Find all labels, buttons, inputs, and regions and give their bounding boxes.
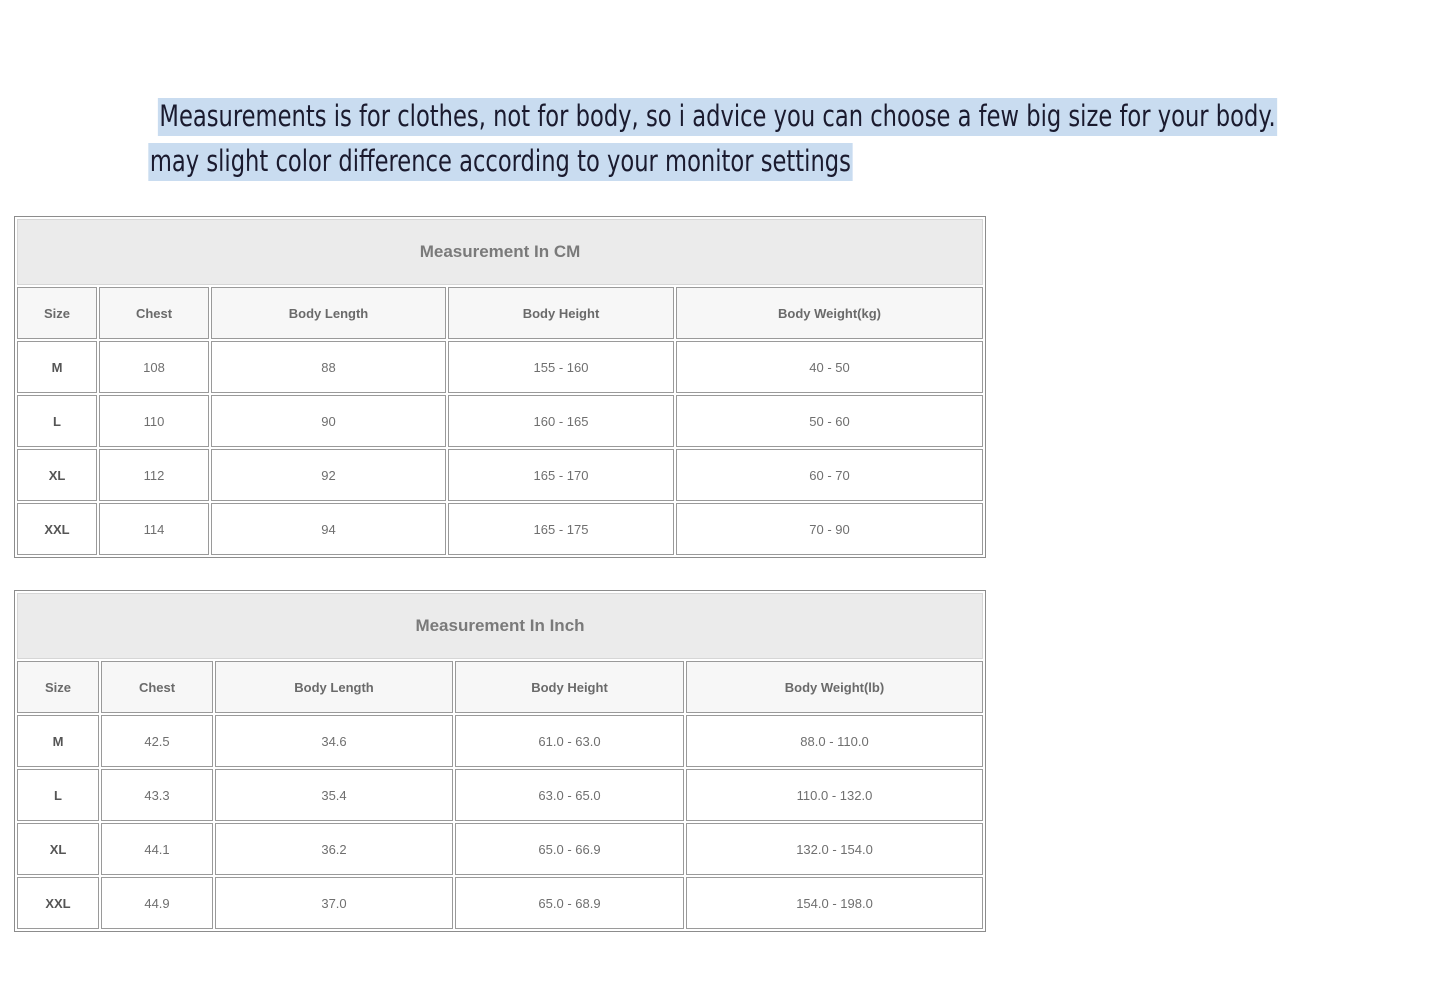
table-header-row: [17, 661, 983, 713]
column-header-body-length: Body Length: [215, 661, 453, 713]
body-weight-cell: 88.0 - 110.0: [686, 715, 983, 767]
column-header-body-height: Body Height: [448, 287, 674, 339]
body-height-cell: 165 - 170: [448, 449, 674, 501]
chest-cell: 42.5: [101, 715, 213, 767]
size-cell: XXL: [17, 877, 99, 929]
column-header-size: Size: [17, 287, 97, 339]
body-weight-cell: 132.0 - 154.0: [686, 823, 983, 875]
table-row: [17, 823, 983, 875]
body-weight-cell: 154.0 - 198.0: [686, 877, 983, 929]
chest-cell: 44.1: [101, 823, 213, 875]
measurement-table-cm: [14, 216, 986, 558]
column-header-body-weight: Body Weight(lb): [686, 661, 983, 713]
body-length-cell: 37.0: [215, 877, 453, 929]
body-length-cell: 94: [211, 503, 446, 555]
column-header-body-height: Body Height: [455, 661, 684, 713]
chest-cell: 43.3: [101, 769, 213, 821]
body-weight-cell: 60 - 70: [676, 449, 983, 501]
column-header-body-weight: Body Weight(kg): [676, 287, 983, 339]
body-height-cell: 165 - 175: [448, 503, 674, 555]
size-cell: L: [17, 769, 99, 821]
table-row: [17, 341, 983, 393]
body-weight-cell: 50 - 60: [676, 395, 983, 447]
column-header-chest: Chest: [101, 661, 213, 713]
column-header-chest: Chest: [99, 287, 209, 339]
column-header-body-length: Body Length: [211, 287, 446, 339]
color-notice-line-2: [0, 143, 1000, 181]
table-row: [17, 715, 983, 767]
body-length-cell: 35.4: [215, 769, 453, 821]
size-cell: XL: [17, 823, 99, 875]
table-row: [17, 877, 983, 929]
body-length-cell: 34.6: [215, 715, 453, 767]
table-row: [17, 395, 983, 447]
table-title-row: [17, 593, 983, 659]
body-length-cell: 90: [211, 395, 446, 447]
size-cell: M: [17, 715, 99, 767]
measurement-table-inch: [14, 590, 986, 932]
table-row: [17, 503, 983, 555]
body-length-cell: 88: [211, 341, 446, 393]
table-row: [17, 449, 983, 501]
body-weight-cell: 40 - 50: [676, 341, 983, 393]
size-cell: XXL: [17, 503, 97, 555]
table-title: Measurement In Inch: [17, 593, 983, 659]
table-title-row: [17, 219, 983, 285]
chest-cell: 44.9: [101, 877, 213, 929]
column-header-size: Size: [17, 661, 99, 713]
table-title: Measurement In CM: [17, 219, 983, 285]
body-weight-cell: 110.0 - 132.0: [686, 769, 983, 821]
chest-cell: 110: [99, 395, 209, 447]
body-height-cell: 65.0 - 66.9: [455, 823, 684, 875]
chest-cell: 112: [99, 449, 209, 501]
body-length-cell: 92: [211, 449, 446, 501]
table-row: [17, 769, 983, 821]
body-length-cell: 36.2: [215, 823, 453, 875]
color-notice-text-2: may slight color difference according to your monitor settings: [148, 143, 852, 181]
size-cell: XL: [17, 449, 97, 501]
body-height-cell: 61.0 - 63.0: [455, 715, 684, 767]
body-height-cell: 63.0 - 65.0: [455, 769, 684, 821]
size-notice-text-1: Measurements is for clothes, not for body, so i advice you can choose a few big size for your body.: [158, 98, 1277, 136]
chest-cell: 114: [99, 503, 209, 555]
chest-cell: 108: [99, 341, 209, 393]
table-header-row: [17, 287, 983, 339]
body-weight-cell: 70 - 90: [676, 503, 983, 555]
size-notice-line-1: [0, 98, 1276, 136]
body-height-cell: 65.0 - 68.9: [455, 877, 684, 929]
size-cell: M: [17, 341, 97, 393]
size-cell: L: [17, 395, 97, 447]
body-height-cell: 160 - 165: [448, 395, 674, 447]
body-height-cell: 155 - 160: [448, 341, 674, 393]
